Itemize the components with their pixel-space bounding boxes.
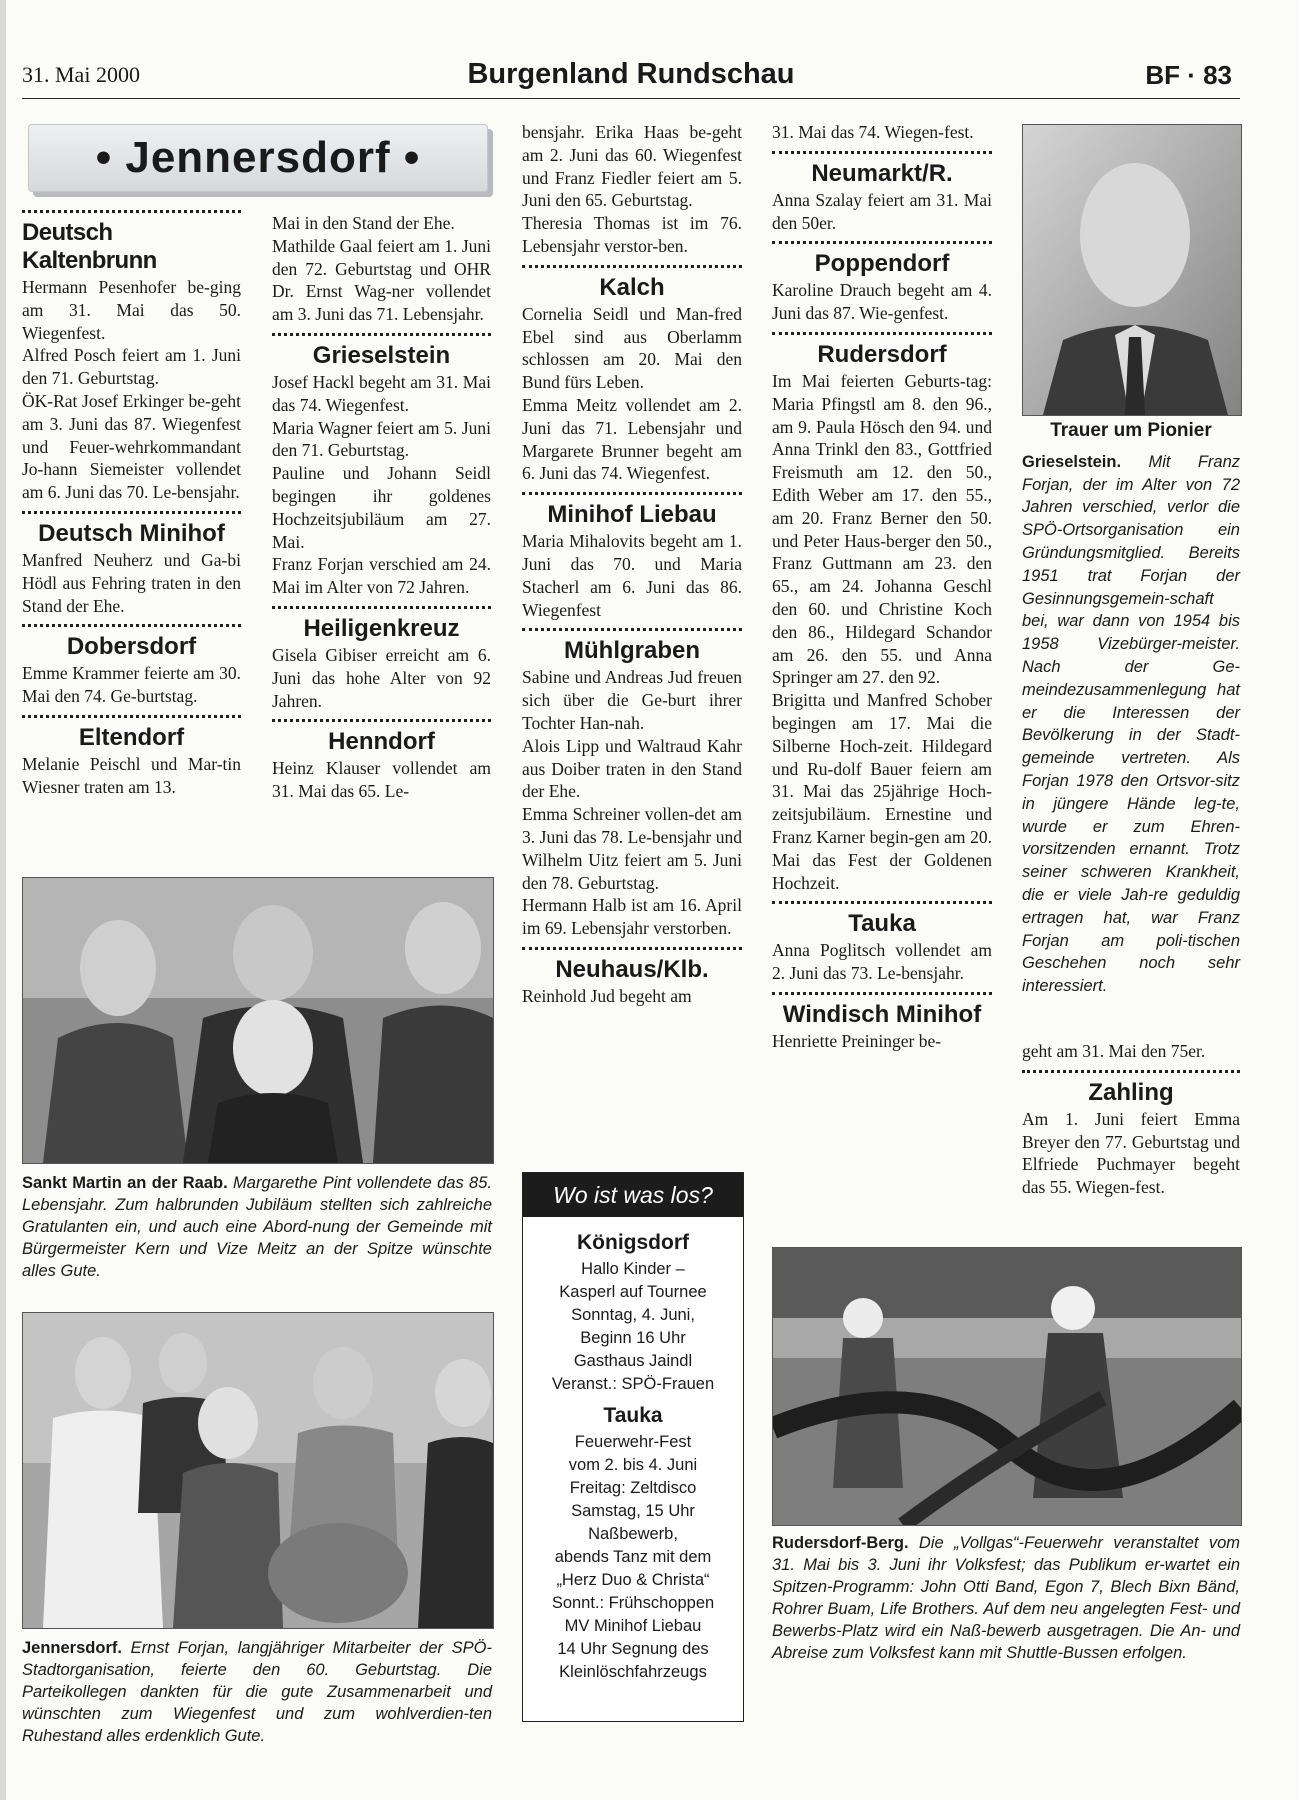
town-heading: Dobersdorf — [66, 633, 197, 661]
event-place: Königsdorf — [577, 1231, 689, 1254]
divider — [522, 265, 742, 268]
news-item: Karoline Drauch begeht am 4. Juni das 87. Wie-genfest. — [772, 280, 992, 324]
obituary-title: Trauer um Pionier — [1050, 420, 1212, 441]
town-heading: Neumarkt/R. — [811, 159, 953, 187]
obituary-text: Mit Franz Forjan, der im Alter von 72 Jahren verschied, verlor die SPÖ-Ortsorganisation ein Gründungsmitglied. Bereits 1951 trat Forjan der Gesinnungsgemein-schaft bei, war dann von 1954 bis 1958 Vizebürger-meister. Nach der Ge-meindezusammenlegung hat er die Interessen der Bevölkerung in der Stadt-gemeinde vertreten. Als Forjan 1978 den Ortsvor-sitz in jüngere Hände leg-te, wurde er zum Ehren-vorsitzenden ernannt. Trotz seiner schweren Krankheit, die er viele Jah-re geduldig ertragen hat, war Franz Forjan am poli-tischen Geschehen noch sehr interessiert. — [1022, 452, 1240, 996]
news-item: Maria Wagner feiert am 5. Juni den 71. Geburtstag. — [272, 417, 491, 461]
town-heading: Grieselstein — [312, 341, 451, 369]
page-edge — [0, 0, 6, 1800]
event-line: Hallo Kinder – — [581, 1260, 685, 1278]
divider — [772, 151, 992, 154]
town-heading: Poppendorf — [814, 250, 950, 278]
news-item: Cornelia Seidl und Man-fred Ebel sind aus Oberlamm schlossen am 20. Mai den Bund fürs Leben. — [522, 303, 742, 393]
town-heading: Heiligenkreuz — [303, 614, 460, 642]
events-box — [522, 1172, 744, 1722]
news-item: geht am 31. Mai den 75er. — [1022, 1041, 1206, 1061]
divider — [522, 947, 742, 950]
event-line: „Herz Duo & Christa“ — [556, 1571, 710, 1589]
news-item: bensjahr. Erika Haas be-geht am 2. Juni das 60. Wiegenfest und Franz Fiedler feiert am 5. Juni den 65. Geburtstag. — [522, 122, 742, 211]
event-line: Sonnt.: Frühschoppen — [551, 1594, 715, 1612]
caption-rudersdorf-berg — [772, 1532, 1240, 1664]
column-5 — [1022, 1040, 1240, 1199]
news-item: Hermann Halb ist am 16. April im 69. Lebensjahr verstorben. — [522, 895, 742, 939]
region-banner: • Jennersdorf • — [28, 124, 488, 192]
town-heading: Kalch — [599, 273, 665, 301]
divider — [22, 210, 241, 213]
column-1 — [22, 203, 241, 799]
caption-lead: Rudersdorf-Berg. — [772, 1534, 909, 1552]
news-item: Alfred Posch feiert am 1. Juni den 71. Geburtstag. — [22, 345, 241, 389]
town-heading: Deutsch Minihof — [38, 519, 225, 547]
news-item: Hermann Pesenhofer be-ging am 31. Mai das 50. Wiegenfest. — [22, 277, 241, 343]
news-item: Am 1. Juni feiert Emma Breyer den 77. Geburtstag und Elfriede Puchmayer begeht das 55. Wiegen-fest. — [1022, 1108, 1240, 1198]
news-item: Emme Krammer feierte am 30. Mai den 74. Ge-burtstag. — [22, 663, 241, 707]
caption-lead: Sankt Martin an der Raab. — [22, 1174, 228, 1192]
event-line: Samstag, 15 Uhr — [571, 1502, 695, 1520]
photo-sankt-martin — [22, 877, 494, 1164]
caption-lead: Jennersdorf. — [22, 1639, 122, 1657]
events-box-title: Wo ist was los? — [523, 1173, 743, 1217]
event-place: Tauka — [603, 1404, 663, 1427]
news-item: Heinz Klauser vollendet am 31. Mai das 65. Le- — [272, 758, 491, 802]
events-list — [523, 1217, 743, 1690]
news-item: Gisela Gibiser erreicht am 6. Juni das hohe Alter von 92 Jahren. — [272, 644, 491, 711]
news-item: Josef Hackl begeht am 31. Mai das 74. Wiegenfest. — [272, 371, 491, 415]
news-item: Anna Poglitsch vollendet am 2. Juni das 73. Le-bensjahr. — [772, 940, 992, 984]
event-line: Freitag: Zeltdisco — [569, 1479, 697, 1497]
caption-text: Margarethe Pint vollendete das 85. Lebensjahr. Zum halbrunden Jubiläum stellten sich zahlreiche Gratulanten ein, und auch eine Abord-nung der Gemeinde mit Bürgermeister Kern und Vize Meitz an der Spitze wünschte alles Gute. — [22, 1174, 492, 1280]
event-line: Naßbewerb, — [588, 1525, 678, 1543]
event-line: Sonntag, 4. Juni, — [571, 1306, 695, 1324]
group-photo-illustration — [23, 878, 493, 1163]
news-item: Anna Szalay feiert am 31. Mai den 50er. — [772, 189, 992, 233]
news-item: Mathilde Gaal feiert am 1. Juni den 72. Geburtstag und OHR Dr. Ernst Wag-ner vollendet am 3. Juni das 71. Lebensjahr. — [272, 235, 491, 325]
news-item: Franz Forjan verschied am 24. Mai im Alter von 72 Jahren. — [272, 554, 491, 598]
news-item: ÖK-Rat Josef Erkinger be-geht am 3. Juni das 87. Wiegenfest und Feuer-wehrkommandant Jo-hann Siemeister vollendet am 6. Juni das 70. Le-bensjahr. — [22, 390, 241, 503]
town-heading: Henndorf — [328, 728, 435, 756]
news-item: Theresia Thomas ist im 76. Lebensjahr verstor-ben. — [522, 213, 742, 256]
event-line: Veranst.: SPÖ-Frauen — [551, 1375, 715, 1393]
caption-jennersdorf — [22, 1637, 492, 1747]
news-item: Melanie Peischl und Mar-tin Wiesner traten am 13. — [22, 753, 241, 797]
news-item: Maria Mihalovits begeht am 1. Juni das 70. und Maria Stacherl am 6. Juni das 86. Wiegenfest — [522, 531, 742, 620]
town-heading: Zahling — [1088, 1078, 1174, 1106]
news-item: Emma Schreiner vollen-det am 3. Juni das 78. Le-bensjahr und Wilhelm Uitz feiert am 5. Juni den 78. Geburtstag. — [522, 804, 742, 893]
divider — [22, 624, 241, 627]
event-line: Gasthaus Jaindl — [573, 1352, 693, 1370]
news-item: Alois Lipp und Waltraud Kahr aus Doiber traten in den Stand der Ehe. — [522, 735, 742, 802]
town-heading: Eltendorf — [78, 723, 185, 751]
event-line: Beginn 16 Uhr — [580, 1329, 686, 1347]
caption-text: Die „Vollgas“-Feuerwehr veranstaltet vom 31. Mai bis 3. Juni ihr Volksfest; das Publikum er-wartet ein Spitzen-Programm: John Otti Band, Egon 7, Blech Bixn Bänd, Rohrer Buam, Life Brothers. Auf dem neu angelegten Fest- und Bewerbs-Platz wird ein Naß-bewerb ausgetragen. Die An- und Abreise zum Volksfest kann mit Shuttle-Bussen erfolgen. — [772, 1534, 1240, 1662]
group-photo-illustration — [23, 1313, 493, 1628]
news-item: Sabine und Andreas Jud freuen sich über die Ge-burt ihrer Tochter Han-nah. — [522, 667, 742, 733]
photo-rudersdorf-berg — [772, 1247, 1242, 1526]
news-item: 31. Mai das 74. Wiegen-fest. — [772, 122, 974, 142]
page-number: BF · 83 — [1145, 60, 1232, 90]
town-heading: Deutsch Kaltenbrunn — [22, 219, 157, 274]
divider — [522, 628, 742, 631]
town-heading: Neuhaus/Klb. — [555, 955, 709, 983]
news-item: Emma Meitz vollendet am 2. Juni das 71. Lebensjahr und Margarete Brunner begeht am 6. Juni das 74. Wiegenfest. — [522, 394, 742, 484]
column-2 — [272, 212, 491, 803]
news-item: Reinhold Jud begeht am — [522, 985, 692, 1006]
caption-text: Ernst Forjan, langjähriger Mitarbeiter der SPÖ-Stadtorganisation, feierte den 60. Geburtstag. Die Parteikollegen dankten für die gute Zusammenarbeit und wünschten zum Wiegenfest und zum wohlverdien-ten Ruhestand alles erdenklich Gute. — [22, 1639, 492, 1745]
event-line: abends Tanz mit dem — [554, 1548, 712, 1566]
divider — [22, 511, 241, 514]
newspaper-title: Burgenland Rundschau — [467, 58, 795, 90]
divider — [1022, 1070, 1240, 1073]
divider — [272, 333, 491, 336]
town-heading: Windisch Minihof — [782, 1000, 982, 1028]
town-heading: Rudersdorf — [817, 340, 947, 368]
town-heading: Mühlgraben — [564, 637, 700, 665]
column-3 — [522, 121, 742, 1008]
divider — [272, 719, 491, 722]
town-heading: Minihof Liebau — [547, 501, 717, 529]
news-item: Pauline und Johann Seidl begingen ihr goldenes Hochzeitsjubiläum am 27. Mai. — [272, 463, 491, 552]
obituary-caption — [1022, 420, 1240, 998]
town-heading: Tauka — [848, 910, 916, 938]
portrait-illustration — [1023, 125, 1241, 415]
news-item: Im Mai feierten Geburts-tag: Maria Pfingstl am 8. den 96., am 9. Paula Hösch den 94. und Anna Trinkl den 83., Gottfried Freismuth am 12. den 50., Edith Weber am 17. den 55., am 20. Franz Berner den 50. und Peter Haus-berger den 50., Franz Guttmann am 23. den 65., am 24. Johanna Geschl den 60. und Christine Koch den 86., Hildegard Schandor am 26. den 55. und Anna Springer am 27. den 92. — [772, 370, 992, 688]
divider — [22, 715, 241, 718]
divider — [772, 241, 992, 244]
caption-sankt-martin — [22, 1172, 492, 1282]
event-line: MV Minihof Liebau — [564, 1617, 702, 1635]
issue-date: 31. Mai 2000 — [22, 62, 140, 87]
page-header — [22, 58, 1240, 99]
news-item: Mai in den Stand der Ehe. — [272, 213, 455, 233]
column-4 — [772, 121, 992, 1053]
firefighter-photo-illustration — [773, 1248, 1241, 1525]
divider — [772, 992, 992, 995]
obituary-lead: Grieselstein. — [1022, 452, 1122, 471]
event-line: 14 Uhr Segnung des — [557, 1640, 709, 1658]
divider — [772, 332, 992, 335]
divider — [522, 492, 742, 495]
news-item: Manfred Neuherz und Ga-bi Hödl aus Fehring traten in den Stand der Ehe. — [22, 549, 241, 616]
divider — [772, 901, 992, 904]
event-line: Feuerwehr-Fest — [574, 1433, 692, 1451]
photo-jennersdorf — [22, 1312, 494, 1629]
portrait-photo — [1022, 124, 1242, 416]
news-item: Brigitta und Manfred Schober begingen am 17. Mai die Silberne Hoch-zeit. Hildegard und Ru-dolf Bauer feiern am 31. Mai das 25jährige Hoch-zeitsjubiläum. Ernestine und Franz Karner begin-gen am 20. Mai das Fest der Goldenen Hochzeit. — [772, 690, 992, 893]
event-line: vom 2. bis 4. Juni — [568, 1456, 698, 1474]
news-item: Henriette Preininger be- — [772, 1030, 942, 1051]
divider — [272, 606, 491, 609]
event-line: Kleinlöschfahrzeugs — [559, 1663, 707, 1681]
event-line: Kasperl auf Tournee — [559, 1283, 707, 1301]
